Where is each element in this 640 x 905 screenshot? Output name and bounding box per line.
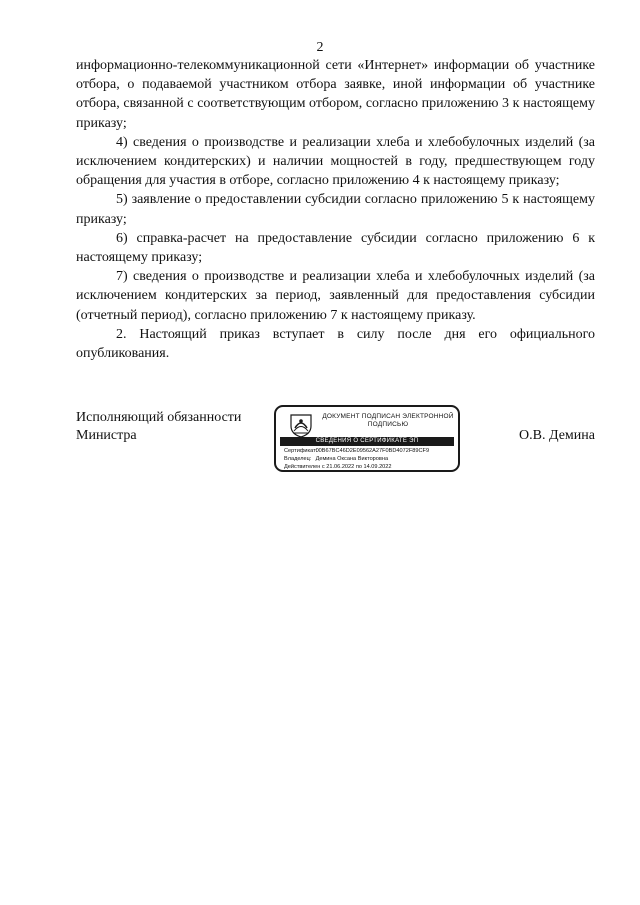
owner-value: Демина Оксана Викторовна <box>315 456 389 462</box>
stamp-title: ДОКУМЕНТ ПОДПИСАН ЭЛЕКТРОННОЙ ПОДПИСЬЮ <box>322 413 454 428</box>
paragraph-item-6: 6) справка-расчет на предоставление субсидии согласно приложению 6 к настоящему приказу; <box>76 230 595 266</box>
electronic-signature-stamp <box>274 405 460 472</box>
coat-of-arms-icon <box>286 412 316 438</box>
signatory-position: Исполняющий обязанности Министра <box>76 410 242 443</box>
stamp-owner-line <box>284 456 456 463</box>
page-number: 2 <box>316 40 324 55</box>
stamp-certificate-line <box>284 448 456 455</box>
paragraph-item-5: 5) заявление о предоставлении субсидии согласно приложению 5 к настоящему приказу; <box>76 192 595 227</box>
certificate-label: Сертификат: <box>284 448 318 454</box>
signatory-name: О.В. Демина <box>519 428 595 443</box>
document-body <box>76 56 595 363</box>
stamp-validity-line: Действителен с 21.06.2022 по 14.09.2022 <box>284 464 392 470</box>
paragraph-continuation: информационно-телекоммуникационной сети «Интернет» информации об участнике отбора, о подаваемой участником отбора заявке, иной информации об участнике отбора, связанной с соответствующим отбором, согласно приложению 3 к настоящему приказу; <box>76 58 595 131</box>
paragraph-item-7: 7) сведения о производстве и реализации хлеба и хлебобулочных изделий (за исключением кондитерских за период, заявленный для предоставления субсидии (отчетный период), согласно приложению 7 к настоящему приказу. <box>76 269 595 323</box>
signature-block <box>76 405 595 475</box>
stamp-subtitle: СВЕДЕНИЯ О СЕРТИФИКАТЕ ЭП <box>280 437 454 446</box>
paragraph-clause-2: 2. Настоящий приказ вступает в силу после дня его официального опубликования. <box>76 326 595 362</box>
owner-label: Владелец: <box>284 456 312 462</box>
certificate-value: 00B67BC46D2E09562A27F0BD4072F89CF9 <box>315 448 430 454</box>
paragraph-item-4: 4) сведения о производстве и реализации хлеба и хлебобулочных изделий (за исключением кондитерских) и наличии мощностей в году, предшествующем году обращения для участия в отборе, согласно приложению 4 к настоящему приказу; <box>76 134 595 189</box>
